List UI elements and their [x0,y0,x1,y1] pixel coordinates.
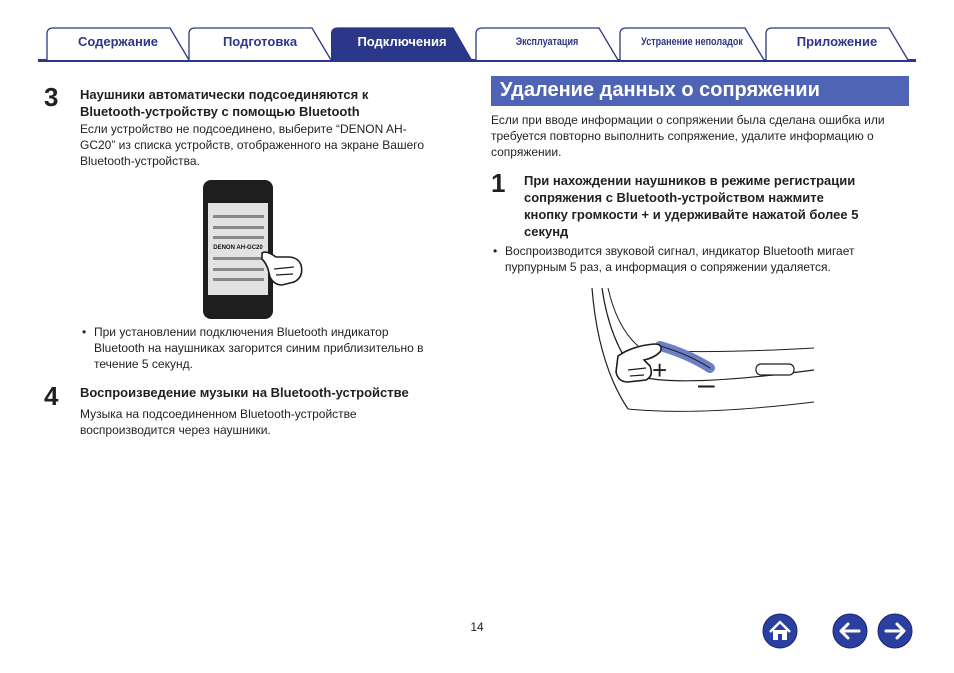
phone-device-label: DENON AH-GC20 [213,245,263,251]
text-line: требуется повторно выполнить сопряжение, удалите информацию о [491,129,874,143]
volume-up-button [660,346,710,368]
list-line [213,268,264,271]
tab-appendix[interactable] [765,27,909,61]
ear-cup-inner [608,288,643,350]
bullet-note [80,324,424,372]
step-title-line: сопряжения с Bluetooth-устройством нажмите [524,190,824,205]
text-line: • При установлении подключения Bluetooth индикатор [94,325,389,339]
step-title [524,172,858,240]
step-number: 4 [44,381,59,411]
volume-minus-label: – [698,368,715,401]
section-heading [491,76,909,106]
text-line: Bluetooth на наушниках загорится синим приблизительно в [94,341,424,355]
tab-label: Подготовка [222,34,298,49]
intro-text [491,112,885,160]
headphone-illustration [588,284,818,416]
back-button[interactable] [832,613,868,649]
step-title: Воспроизведение музыки на Bluetooth-устройстве [80,385,409,400]
text-line: Музыка на подсоединенном Bluetooth-устройстве [80,407,357,421]
step-title-line: Bluetooth-устройству с помощью Bluetooth [80,104,360,119]
step-number: 1 [491,168,506,198]
phone-illustration [198,177,308,322]
step-title-line: Наушники автоматически подсоединяются к [80,87,369,102]
step-number: 3 [44,82,59,112]
home-button[interactable] [762,613,798,649]
tab-label: Эксплуатация [515,36,579,48]
tab-label: Подключения [357,34,447,49]
tab-contents[interactable] [46,27,190,61]
page-number: 14 [470,620,484,634]
text-line: • Воспроизводится звуковой сигнал, индикатор Bluetooth мигает [505,244,855,258]
switch-slot [756,364,794,375]
list-line [213,236,264,239]
list-line [213,257,264,260]
tab-troubleshooting[interactable] [619,27,765,61]
text-line: Bluetooth-устройства. [80,154,200,168]
step-title-line: кнопку громкости + и удерживайте нажатой более 5 [524,207,859,222]
ear-cup-bottom [628,402,814,411]
text-line: Если устройство не подсоединено, выберите “DENON AH- [80,122,407,136]
text-line: течение 5 секунд. [94,357,193,371]
bullet-note [491,243,855,275]
volume-plus-label: + [652,355,668,385]
text-line: пурпурным 5 раз, а информация о сопряжении удаляется. [505,260,831,274]
tab-label: Содержание [77,34,159,49]
list-line [213,215,264,218]
forward-button[interactable] [877,613,913,649]
text-line: сопряжении. [491,145,562,159]
tab-connections[interactable] [331,27,473,61]
list-line [213,278,264,281]
ear-cup-outline [592,288,628,409]
step-title [80,86,368,120]
list-line [213,226,264,229]
section-heading-text: Удаление данных о сопряжении [500,79,820,101]
step-title-line: При нахождении наушников в режиме регистрации [524,173,856,188]
step-text [80,406,357,438]
text-line: GC20” из списка устройств, отображенного на экране Вашего [80,138,425,152]
tab-label: Устранение неполадок [641,36,743,48]
text-line: воспроизводится через наушники. [80,423,271,437]
tab-preparation[interactable] [188,27,332,61]
step-text [80,121,424,169]
tab-operation[interactable] [475,27,619,61]
text-line: Если при вводе информации о сопряжении была сделана ошибка или [491,113,885,127]
tab-label: Приложение [796,34,878,49]
step-title-line: секунд [524,224,569,239]
